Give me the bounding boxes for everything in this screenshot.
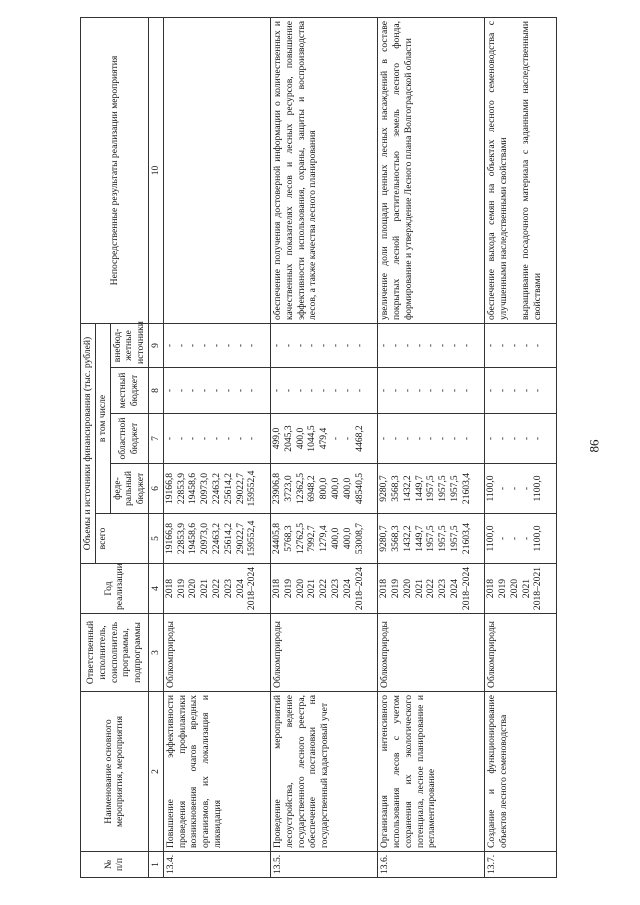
total-amount-value: -	[520, 536, 532, 541]
regional-budget-value: -	[485, 436, 497, 441]
rotated-page-content	[80, 18, 600, 878]
total-amount-value: 20973,0	[199, 522, 211, 555]
extrabudget-value: -	[282, 343, 294, 348]
extrabudget-value: -	[210, 343, 222, 348]
result-text: выращивание посадочного материала с заданными наследственными свойствами	[519, 21, 543, 320]
total-amount-value: 1957,5	[448, 525, 460, 552]
total-amount	[485, 514, 557, 564]
local-budget-value: -	[199, 388, 211, 393]
local-budget-value: -	[329, 388, 341, 393]
regional-budget-value: 400,0	[294, 427, 306, 450]
extrabudget-value: -	[294, 343, 306, 348]
total-amount-value: 1957,5	[437, 525, 449, 552]
total-amount-value: 9280,7	[378, 525, 390, 552]
total-amount-value: 12762,5	[294, 522, 306, 555]
year-value: 2021	[520, 578, 532, 599]
extrabudget-value: -	[341, 343, 353, 348]
year-value: 2021	[306, 578, 318, 599]
responsible-executor: Облкомприроды	[378, 614, 485, 692]
federal-budget	[485, 464, 557, 514]
results	[378, 18, 485, 324]
header-federal: феде- ральный бюджет	[110, 464, 148, 514]
federal-budget-value: 1957,5	[448, 475, 460, 502]
federal-budget-value: 1100,0	[485, 475, 497, 502]
local-budget-value: -	[508, 388, 520, 393]
total-amount	[270, 514, 377, 564]
federal-budget-value: -	[497, 486, 509, 491]
column-number: 3	[148, 614, 163, 692]
total-amount-value: 24405,8	[270, 522, 282, 555]
regional-budget-value: -	[437, 436, 449, 441]
results	[485, 18, 557, 324]
regional-budget	[378, 414, 485, 464]
local-budget-value: -	[437, 388, 449, 393]
regional-budget-value: -	[448, 436, 460, 441]
extrabudget-value: -	[187, 343, 199, 348]
year-value: 2019	[175, 578, 187, 599]
local-budget-value: -	[485, 388, 497, 393]
responsible-executor: Облкомприроды	[270, 614, 377, 692]
local-budget-value: -	[520, 388, 532, 393]
row-number: 13.7.	[485, 852, 557, 878]
federal-budget-value: 9280,7	[378, 475, 390, 502]
total-amount-value: 29022,7	[234, 522, 246, 555]
total-amount-value: 159552,4	[246, 520, 258, 557]
year-value: 2018	[485, 578, 497, 599]
federal-budget-value: 22463,2	[210, 472, 222, 505]
year	[270, 564, 377, 614]
total-amount-value: 1957,5	[425, 525, 437, 552]
local-budget-value: -	[175, 388, 187, 393]
header-local: местный бюджет	[110, 368, 148, 414]
total-amount-value: 1100,0	[485, 525, 497, 552]
row-number: 13.4.	[163, 852, 270, 878]
regional-budget-value: -	[497, 436, 509, 441]
local-budget-value: -	[187, 388, 199, 393]
local-budget-value: -	[318, 388, 330, 393]
year-value: 2018	[270, 578, 282, 599]
header-year: Год реализации	[81, 564, 149, 614]
local-budget-value: -	[222, 388, 234, 393]
year-value: 2022	[318, 578, 330, 599]
extrabudget-value: -	[163, 343, 175, 348]
column-number: 7	[148, 414, 163, 464]
local-budget-value: -	[413, 388, 425, 393]
local-budget-value: -	[425, 388, 437, 393]
extrabudget-value: -	[413, 343, 425, 348]
header-results: Непосредственные результаты реализации мероприятия	[81, 18, 149, 324]
column-number: 9	[148, 324, 163, 368]
federal-budget-value: -	[520, 486, 532, 491]
federal-budget-value: 25614,2	[222, 472, 234, 505]
year-value: 2018–2024	[353, 566, 365, 611]
federal-budget-value: 29022,7	[234, 472, 246, 505]
local-budget-value: -	[497, 388, 509, 393]
activity-name: Повышение эффективности проведения профилактики возникновения очагов вредных организмов, их локализация и ликвидация	[163, 692, 270, 852]
header-num: № п/п	[81, 852, 149, 878]
year-value: 2019	[282, 578, 294, 599]
header-extrabudget: внебюд- жетные источники	[110, 324, 148, 368]
regional-budget-value: -	[187, 436, 199, 441]
total-amount-value: 1279,4	[318, 525, 330, 552]
year-value: 2023	[329, 578, 341, 599]
row-number: 13.5.	[270, 852, 377, 878]
federal-budget	[378, 464, 485, 514]
local-budget-value: -	[234, 388, 246, 393]
table-header	[81, 18, 164, 878]
regional-budget-value: -	[234, 436, 246, 441]
local-budget-value: -	[532, 388, 544, 393]
regional-budget-value: -	[329, 436, 341, 441]
regional-budget	[270, 414, 377, 464]
federal-budget-value: 19166,8	[163, 472, 175, 505]
year-value: 2024	[448, 578, 460, 599]
regional-budget-value: 479,4	[318, 427, 330, 450]
federal-budget-value: 19458,6	[187, 472, 199, 505]
federal-budget-value: 1957,5	[425, 475, 437, 502]
year-value: 2021	[199, 578, 211, 599]
year-value: 2018–2024	[246, 566, 258, 611]
total-amount-value: 22463,2	[210, 522, 222, 555]
regional-budget-value: -	[425, 436, 437, 441]
extrabudget	[378, 324, 485, 368]
results	[270, 18, 377, 324]
regional-budget-value: -	[175, 436, 187, 441]
activity-name: Организация интенсивного использования лесов с учетом сохранения их экологического потенциала, лесное планирование и регламентирование	[378, 692, 485, 852]
year-value: 2021	[413, 578, 425, 599]
local-budget	[270, 368, 377, 414]
regional-budget-value: -	[413, 436, 425, 441]
local-budget	[485, 368, 557, 414]
regional-budget-value: -	[341, 436, 353, 441]
federal-budget-value: 1957,5	[437, 475, 449, 502]
page-number: 86	[586, 439, 602, 453]
total-amount	[378, 514, 485, 564]
federal-budget-value: 800,0	[318, 477, 330, 500]
table-row	[485, 18, 557, 878]
local-budget	[163, 368, 270, 414]
year-value: 2020	[294, 578, 306, 599]
local-budget-value: -	[210, 388, 222, 393]
federal-budget-value: 21603,4	[460, 472, 472, 505]
total-amount-value: 1100,0	[532, 525, 544, 552]
total-amount-value: -	[508, 536, 520, 541]
regional-budget-value: -	[246, 436, 258, 441]
federal-budget-value: 1449,7	[413, 475, 425, 502]
year-value: 2020	[401, 578, 413, 599]
extrabudget-value: -	[353, 343, 365, 348]
extrabudget-value: -	[448, 343, 460, 348]
federal-budget-value: 3568,3	[389, 475, 401, 502]
results	[163, 18, 270, 324]
year-value: 2024	[341, 578, 353, 599]
result-text: обеспечение выхода семян на объектах лесного семеноводства с улучшенными наследственными свойствами	[486, 21, 510, 320]
year-value: 2020	[508, 578, 520, 599]
federal-budget-value: 400,0	[341, 477, 353, 500]
regional-budget-value: -	[389, 436, 401, 441]
column-number: 8	[148, 368, 163, 414]
local-budget-value: -	[294, 388, 306, 393]
federal-budget-value: 400,0	[329, 477, 341, 500]
local-budget-value: -	[401, 388, 413, 393]
local-budget-value: -	[448, 388, 460, 393]
local-budget-value: -	[460, 388, 472, 393]
regional-budget-value: -	[222, 436, 234, 441]
row-number: 13.6.	[378, 852, 485, 878]
extrabudget	[163, 324, 270, 368]
local-budget-value: -	[246, 388, 258, 393]
responsible-executor: Облкомприроды	[163, 614, 270, 692]
total-amount-value: 25614,2	[222, 522, 234, 555]
local-budget-value: -	[306, 388, 318, 393]
year-value: 2023	[222, 578, 234, 599]
total-amount-value: 400,0	[329, 527, 341, 550]
regional-budget-value: -	[199, 436, 211, 441]
year-value: 2018	[378, 578, 390, 599]
extrabudget-value: -	[378, 343, 390, 348]
federal-budget-value: 23906,8	[270, 472, 282, 505]
extrabudget-value: -	[306, 343, 318, 348]
total-amount-value: 1432,2	[401, 525, 413, 552]
extrabudget-value: -	[329, 343, 341, 348]
column-number: 4	[148, 564, 163, 614]
extrabudget-value: -	[520, 343, 532, 348]
extrabudget-value: -	[246, 343, 258, 348]
total-amount-value: 5768,3	[282, 525, 294, 552]
header-including: в том числе	[95, 324, 110, 514]
federal-budget-value: -	[508, 486, 520, 491]
total-amount-value: -	[497, 536, 509, 541]
year-value: 2023	[437, 578, 449, 599]
extrabudget-value: -	[532, 343, 544, 348]
regional-budget-value: -	[163, 436, 175, 441]
extrabudget-value: -	[222, 343, 234, 348]
activity-name: Создание и функционирование объектов лесного семеноводства	[485, 692, 557, 852]
local-budget-value: -	[341, 388, 353, 393]
total-amount-value: 19458,6	[187, 522, 199, 555]
regional-budget	[163, 414, 270, 464]
total-amount-value: 22853,9	[175, 522, 187, 555]
total-amount-value: 53008,7	[353, 522, 365, 555]
column-numbers-row	[148, 18, 163, 878]
regional-budget-value: -	[210, 436, 222, 441]
table-row	[378, 18, 485, 878]
year-value: 2019	[497, 578, 509, 599]
federal-budget-value: 22853,9	[175, 472, 187, 505]
year-value: 2018–2024	[460, 566, 472, 611]
federal-budget-value: 6948,2	[306, 475, 318, 502]
year-value: 2019	[389, 578, 401, 599]
regional-budget-value: -	[508, 436, 520, 441]
extrabudget-value: -	[401, 343, 413, 348]
extrabudget-value: -	[175, 343, 187, 348]
year	[378, 564, 485, 614]
year-value: 2022	[210, 578, 222, 599]
year-value: 2018	[163, 578, 175, 599]
header-regional: областной бюджет	[110, 414, 148, 464]
regional-budget-value: 4468,2	[353, 425, 365, 452]
year	[485, 564, 557, 614]
table-row	[270, 18, 377, 878]
total-amount	[163, 514, 270, 564]
local-budget-value: -	[353, 388, 365, 393]
total-amount-value: 3568,3	[389, 525, 401, 552]
extrabudget	[270, 324, 377, 368]
total-amount-value: 7992,7	[306, 525, 318, 552]
activity-name: Проведение мероприятий лесоустройства, ведение государственного лесного реестра, обеспечение постановки на государственный кадастровый учет	[270, 692, 377, 852]
total-amount-value: 19166,8	[163, 522, 175, 555]
extrabudget-value: -	[437, 343, 449, 348]
year-value: 2024	[234, 578, 246, 599]
header-responsible: Ответственный исполнитель, соисполнитель программы, подпрограммы	[81, 614, 149, 692]
extrabudget-value: -	[234, 343, 246, 348]
table-body	[163, 18, 556, 878]
local-budget-value: -	[378, 388, 390, 393]
column-number: 10	[148, 18, 163, 324]
local-budget-value: -	[282, 388, 294, 393]
extrabudget	[485, 324, 557, 368]
header-name: Наименование основного мероприятия, мероприятия	[81, 692, 149, 852]
regional-budget-value: 499,0	[270, 427, 282, 450]
regional-budget-value: -	[460, 436, 472, 441]
funding-table	[80, 17, 557, 878]
extrabudget-value: -	[460, 343, 472, 348]
federal-budget	[163, 464, 270, 514]
year-value: 2020	[187, 578, 199, 599]
column-number: 5	[148, 514, 163, 564]
header-total: всего	[95, 514, 148, 564]
extrabudget-value: -	[485, 343, 497, 348]
extrabudget-value: -	[425, 343, 437, 348]
regional-budget-value: -	[378, 436, 390, 441]
federal-budget-value: 12362,5	[294, 472, 306, 505]
regional-budget-value: -	[532, 436, 544, 441]
result-text: обеспечение получения достоверной информации о количественных и качественных показателях лесов и лесных ресурсов, повышение эффективности использования, охраны, защиты и воспроизводства лесов, а также качества лесного планирования	[271, 21, 319, 320]
regional-budget-value: 2045,3	[282, 425, 294, 452]
regional-budget	[485, 414, 557, 464]
extrabudget-value: -	[199, 343, 211, 348]
federal-budget-value: 1100,0	[532, 475, 544, 502]
year-value: 2018–2021	[532, 566, 544, 611]
total-amount-value: 21603,4	[460, 522, 472, 555]
federal-budget-value: 48540,5	[353, 472, 365, 505]
result-text: увеличение доли площади ценных лесных насаждений в составе покрытых лесной растительностью земель лесного фонда, формирование и утверждение Лесного плана Волгоградской области	[379, 21, 414, 320]
federal-budget-value: 159552,4	[246, 470, 258, 507]
local-budget	[378, 368, 485, 414]
extrabudget-value: -	[508, 343, 520, 348]
local-budget-value: -	[270, 388, 282, 393]
federal-budget-value: 3723,0	[282, 475, 294, 502]
federal-budget-value: 1432,2	[401, 475, 413, 502]
header-funding: Объемы и источники финансирования (тыс. рублей)	[81, 324, 96, 564]
total-amount-value: 400,0	[341, 527, 353, 550]
year-value: 2022	[425, 578, 437, 599]
regional-budget-value: -	[401, 436, 413, 441]
table-row	[163, 18, 270, 878]
year	[163, 564, 270, 614]
local-budget-value: -	[389, 388, 401, 393]
extrabudget-value: -	[318, 343, 330, 348]
federal-budget-value: 20973,0	[199, 472, 211, 505]
extrabudget-value: -	[389, 343, 401, 348]
local-budget-value: -	[163, 388, 175, 393]
regional-budget-value: -	[520, 436, 532, 441]
column-number: 6	[148, 464, 163, 514]
regional-budget-value: 1044,5	[306, 425, 318, 452]
federal-budget	[270, 464, 377, 514]
responsible-executor: Облкомприроды	[485, 614, 557, 692]
column-number: 2	[148, 692, 163, 852]
extrabudget-value: -	[497, 343, 509, 348]
total-amount-value: 1449,7	[413, 525, 425, 552]
extrabudget-value: -	[270, 343, 282, 348]
column-number: 1	[148, 852, 163, 878]
